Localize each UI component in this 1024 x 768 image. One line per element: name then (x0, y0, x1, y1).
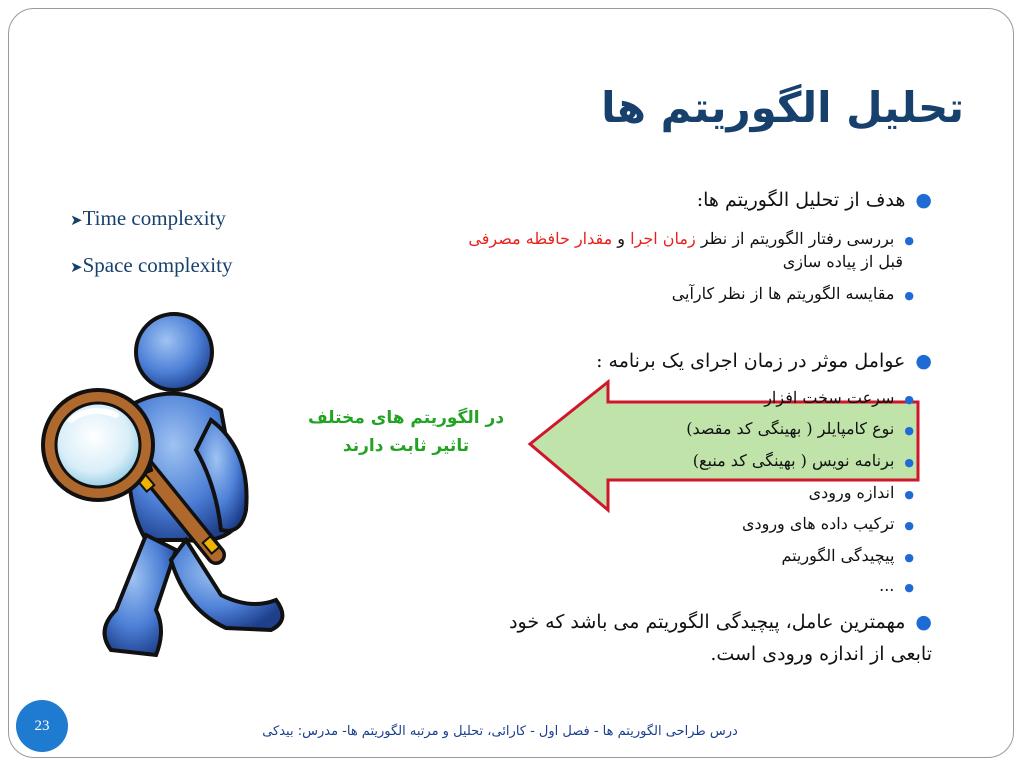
bullet-icon: ● (904, 456, 914, 469)
arrow-bullet-icon: ➤ (70, 260, 83, 276)
section2-item: ●نوع کامپایلر ( بهینگی کد مقصد) (514, 416, 914, 444)
section1-item: ●مقایسه الگوریتم ها از نظر کارآیی (514, 281, 914, 309)
page-number: 23 (16, 700, 68, 752)
arrow-bullet-icon: ➤ (70, 213, 83, 229)
callout-note: در الگوریتم های مختلف تاثیر ثابت دارند (307, 408, 505, 456)
bullet-icon: ● (915, 189, 932, 211)
section3-line: ●مهمترین عامل، پیچیدگی الگوریتم می باشد که خود (392, 608, 932, 636)
section2-item: ●سرعت سخت افزار (514, 385, 914, 413)
section2-heading: ●عوامل موثر در زمان اجرای یک برنامه : (452, 347, 932, 375)
section2-item: ●ترکیب داده های ورودی (514, 511, 914, 539)
bullet-icon: ● (915, 350, 932, 372)
left-list-item: ➤Space complexity (70, 253, 233, 277)
section1-item: ●بررسی رفتار الگوریتم از نظر زمان اجرا و مقدار حافظه مصرفی (394, 226, 914, 254)
bullet-icon: ● (904, 488, 914, 501)
section2-item: ●... (514, 573, 914, 601)
bullet-icon: ● (904, 234, 914, 247)
bullet-icon: ● (904, 289, 914, 302)
bullet-icon: ● (904, 519, 914, 532)
section2-item: ●پیچیدگی الگوریتم (514, 543, 914, 571)
section1-heading: ●هدف از تحلیل الگوریتم ها: (532, 186, 932, 214)
bullet-icon: ● (915, 611, 932, 633)
bullet-icon: ● (904, 393, 914, 406)
section3-line-continuation: تابعی از اندازه ورودی است. (710, 643, 932, 665)
bullet-icon: ● (904, 581, 914, 594)
section2-item: ●برنامه نویس ( بهینگی کد منبع) (514, 448, 914, 476)
section2-item: ●اندازه ورودی (514, 480, 914, 508)
slide-footer: درس طراحی الگوریتم ها - فصل اول - کارائی، تحلیل و مرتبه الگوریتم ها- مدرس: بیدکی (262, 724, 738, 739)
bullet-icon: ● (904, 424, 914, 437)
magnifying-glass-figure-icon (36, 310, 296, 670)
section1-item-continuation: قبل از پیاده سازی (782, 252, 903, 271)
slide-title: تحلیل الگوریتم ها (601, 83, 964, 132)
left-list-item: ➤Time complexity (70, 206, 226, 230)
bullet-icon: ● (904, 551, 914, 564)
